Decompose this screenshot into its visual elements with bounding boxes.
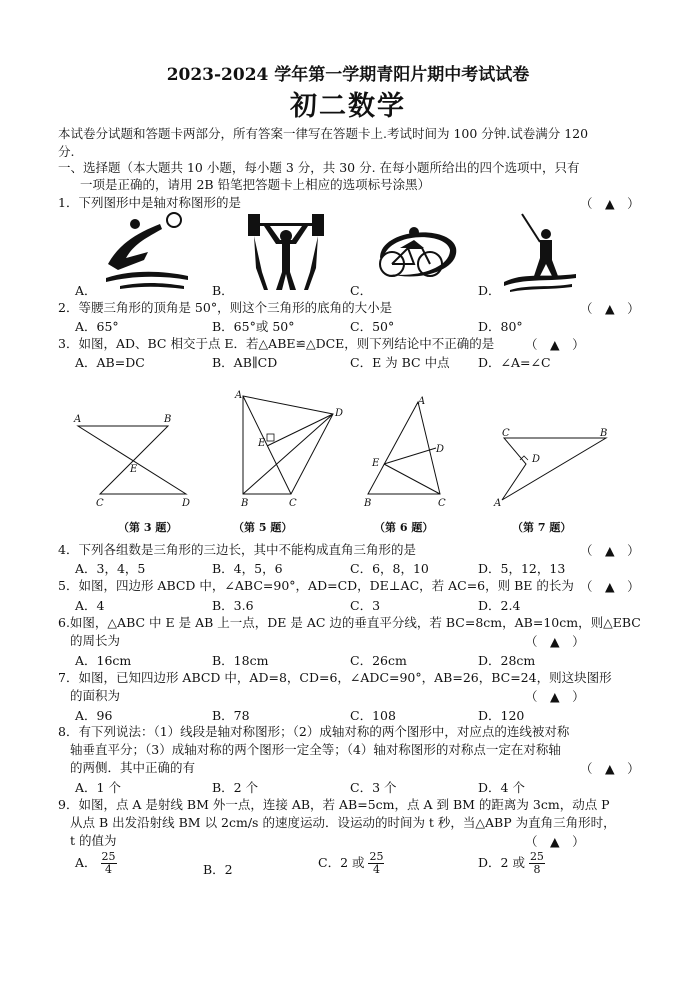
fig7-label-b: B bbox=[600, 428, 608, 439]
fig6-label-d: D bbox=[436, 444, 445, 455]
question-1-stem: 1．下列图形中是轴对称图形的是 bbox=[58, 195, 241, 210]
option-7d: D．120 bbox=[478, 708, 525, 723]
question-8-stem-2: 轴垂直平分；（3）成轴对称的两个图形一定全等；（4）轴对称图形的对称点一定在对称轴 bbox=[70, 742, 561, 757]
option-9a-label: A． bbox=[75, 855, 97, 870]
option-5d: D．2.4 bbox=[478, 598, 521, 613]
option-8c: C．3 个 bbox=[350, 780, 397, 795]
fig3-label-b: B bbox=[164, 414, 172, 425]
question-2-stem: 2．等腰三角形的顶角是 50°，则这个三角形的底角的大小是 bbox=[58, 300, 393, 315]
option-9c-label: C．2 或 bbox=[318, 855, 365, 870]
option-5a: A．4 bbox=[75, 598, 105, 613]
fig5-label-b: B bbox=[241, 498, 249, 509]
option-8b: B．2 个 bbox=[212, 780, 259, 795]
option-4b: B．4，5，6 bbox=[212, 561, 283, 576]
option-7b: B．78 bbox=[212, 708, 250, 723]
intro-line-1: 本试卷分试题和答题卡两部分，所有答案一律写在答题卡上.考试时间为 100 分钟.试卷满分 120 bbox=[58, 126, 589, 141]
option-3a: A．AB=DC bbox=[75, 355, 145, 370]
question-9-stem-3: t 的值为 bbox=[70, 833, 117, 848]
option-7c: C．108 bbox=[350, 708, 396, 723]
option-9d-label: D．2 或 bbox=[478, 855, 525, 870]
fig5-label-d: D bbox=[335, 408, 344, 419]
option-2d: D．80° bbox=[478, 319, 523, 334]
answer-mark: （ ▲ ） bbox=[580, 761, 640, 776]
weightlifter-icon bbox=[246, 212, 326, 292]
fig5-label-e: E bbox=[258, 438, 266, 449]
option-1b: B． bbox=[212, 283, 234, 298]
option-6c: C．26cm bbox=[350, 653, 407, 668]
answer-mark: （ ▲ ） bbox=[580, 301, 640, 316]
fig6-label-c: C bbox=[438, 498, 446, 509]
answer-mark: （ ▲ ） bbox=[525, 337, 585, 352]
fig7-label-a: A bbox=[494, 498, 502, 509]
fig3-label-e: E bbox=[130, 464, 138, 475]
answer-mark: （ ▲ ） bbox=[580, 196, 640, 211]
option-3d: D．∠A=∠C bbox=[478, 355, 551, 370]
option-9a bbox=[75, 851, 117, 876]
question-6-stem-1: 6.如图，△ABC 中 E 是 AB 上一点，DE 是 AC 边的垂直平分线，若 BC=8cm，AB=10cm，则△EBC bbox=[58, 615, 641, 630]
option-6b: B．18cm bbox=[212, 653, 269, 668]
answer-mark: （ ▲ ） bbox=[580, 543, 640, 558]
figure-q5 bbox=[233, 390, 353, 510]
option-9b: B．2 bbox=[203, 862, 233, 877]
volleyball-player-icon bbox=[100, 212, 190, 290]
question-8-stem-3: 的两侧．其中正确的有 bbox=[70, 760, 196, 775]
option-6a: A．16cm bbox=[75, 653, 132, 668]
option-1a: A． bbox=[75, 283, 97, 298]
question-5-stem: 5．如图，四边形 ABCD 中，∠ABC=90°，AD=CD，DE⊥AC，若 AC=6，则 BE 的长为 bbox=[58, 578, 574, 593]
fig5-label-c: C bbox=[289, 498, 297, 509]
fig3-label-d: D bbox=[182, 498, 191, 509]
fig7-label-d: D bbox=[532, 454, 541, 465]
option-9d bbox=[478, 851, 545, 876]
question-9-stem-2: 从点 B 出发沿射线 BM 以 2cm/s 的速度运动．设运动的时间为 t 秒，当△ABP 为直角三角形时， bbox=[70, 815, 616, 830]
question-9-stem-1: 9．如图，点 A 是射线 BM 外一点，连接 AB，若 AB=5cm，点 A 到 BM 的距离为 3cm，动点 P bbox=[58, 797, 610, 812]
intro-line-2: 分. bbox=[58, 144, 75, 159]
answer-mark: （ ▲ ） bbox=[525, 634, 585, 649]
option-2b: B．65°或 50° bbox=[212, 319, 295, 334]
option-2a: A．65° bbox=[75, 319, 119, 334]
caption-fig3: （第 3 题） bbox=[118, 521, 178, 534]
fraction-25-8: $\frac{25}{8}$ bbox=[529, 850, 544, 876]
fraction-25-4: $\frac{25}{4}$ bbox=[369, 850, 384, 876]
option-2c: C．50° bbox=[350, 319, 395, 334]
fraction-25-4: $\frac{25}{4}$ bbox=[101, 850, 116, 876]
fig6-label-e: E bbox=[372, 458, 380, 469]
option-1c: C． bbox=[350, 283, 373, 298]
question-7-stem-1: 7．如图，已知四边形 ABCD 中，AD=8，CD=6，∠ADC=90°，AB=26，BC=24，则这块图形 bbox=[58, 670, 612, 685]
cyclist-icon bbox=[370, 218, 460, 288]
exam-title: 2023-2024 学年第一学期青阳片期中考试试卷 bbox=[166, 65, 530, 85]
option-3c: C．E 为 BC 中点 bbox=[350, 355, 450, 370]
question-7-stem-2: 的面积为 bbox=[70, 688, 121, 703]
option-3b: B．AB∥CD bbox=[212, 355, 278, 370]
caption-fig7: （第 7 题） bbox=[512, 521, 572, 534]
question-4-stem: 4．下列各组数是三角形的三边长，其中不能构成直角三角形的是 bbox=[58, 542, 416, 557]
fig3-label-a: A bbox=[74, 414, 82, 425]
subject-title: 初二数学 bbox=[290, 91, 406, 122]
option-7a: A．96 bbox=[75, 708, 113, 723]
golfer-icon bbox=[500, 212, 580, 292]
option-8a: A．1 个 bbox=[75, 780, 121, 795]
question-8-stem-1: 8．有下列说法：（1）线段是轴对称图形；（2）成轴对称的两个图形中，对应点的连线被对称 bbox=[58, 724, 570, 739]
fig6-label-a: A bbox=[418, 396, 426, 407]
option-4a: A．3，4，5 bbox=[75, 561, 146, 576]
answer-mark: （ ▲ ） bbox=[580, 579, 640, 594]
question-3-stem: 3．如图，AD、BC 相交于点 E．若△ABE≌△DCE，则下列结论中不正确的是 bbox=[58, 336, 495, 351]
option-5c: C．3 bbox=[350, 598, 381, 613]
option-5b: B．3.6 bbox=[212, 598, 254, 613]
caption-fig6: （第 6 题） bbox=[374, 521, 434, 534]
caption-fig5: （第 5 题） bbox=[233, 521, 293, 534]
figure-q3 bbox=[70, 410, 200, 510]
figure-q7 bbox=[490, 424, 620, 510]
option-9c bbox=[318, 851, 384, 876]
section-heading-2: 一项是正确的，请用 2B 铅笔把答题卡上相应的选项标号涂黑） bbox=[80, 177, 431, 192]
answer-mark: （ ▲ ） bbox=[525, 689, 585, 704]
fig3-label-c: C bbox=[96, 498, 104, 509]
section-heading-1: 一、选择题（本大题共 10 小题，每小题 3 分，共 30 分. 在每小题所给出的四个选项中，只有 bbox=[58, 160, 580, 175]
option-8d: D．4 个 bbox=[478, 780, 525, 795]
fig7-label-c: C bbox=[502, 428, 510, 439]
option-4d: D．5，12，13 bbox=[478, 561, 566, 576]
figure-q6 bbox=[362, 394, 462, 510]
fig5-label-a: A bbox=[235, 390, 243, 401]
option-1d: D． bbox=[478, 283, 501, 298]
answer-mark: （ ▲ ） bbox=[525, 834, 585, 849]
fig6-label-b: B bbox=[364, 498, 372, 509]
option-4c: C．6，8，10 bbox=[350, 561, 429, 576]
option-6d: D．28cm bbox=[478, 653, 536, 668]
question-6-stem-2: 的周长为 bbox=[70, 633, 121, 648]
